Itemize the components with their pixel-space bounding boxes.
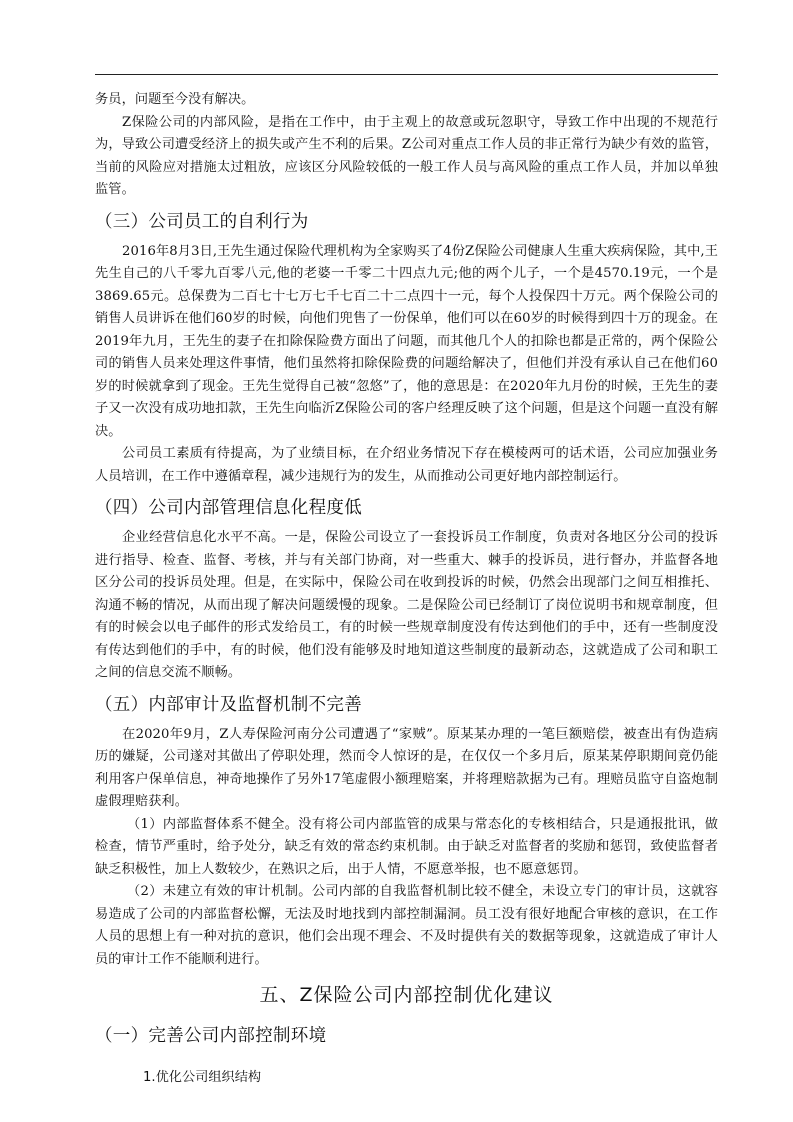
subsection-heading-1: 1.优化公司组织结构	[143, 1070, 262, 1085]
paragraph-case-wang: 2016年8月3日,王先生通过保险代理机构为全家购买了4份Z保险公司健康人生重大疾病保险，其中,王先生自己的八千零九百零八元,他的老婆一千零二十四点九元;他的两个儿子，一个是4570.19元，一个是3869.65元。总保费为二百七十七万七千七百二十二点四十一元，每个人投保四十万元。两个保险公司的销售人员讲诉在他们60岁的时候，向他们兜售了一份保单，他们可以在60岁的时候得到四十万的现金。在2019年九月，王先生的妻子在扣除保险费方面出了问题，而其他几个人的扣除也都是正常的，两个保险公司的销售人员来处理这件事情，他们虽然将扣除保险费的问题给解决了，但他们并没有承认自己在他们60岁的时候就拿到了现金。王先生觉得自己被“忽悠”了，他的意思是：在2020年九月份的时候，王先生的妻子又一次没有成功地扣款，王先生向临沂Z保险公司的客户经理反映了这个问题，但是这个问题一直没有解决。	[95, 243, 718, 439]
paragraph-continuation: 务员，问题至今没有解决。	[95, 92, 255, 107]
paragraph-case-henan: 在2020年9月，Z人寿保险河南分公司遭遇了“家贼”。原某某办理的一笔巨额赔偿，被查出有伪造病历的嫌疑，公司遂对其做出了停职处理，然而令人惊讶的是，在仅仅一个多月后，原某某停职期间竟仍能利用客户保单信息，神奇地操作了另外17笔虚假小额理赔案，并将理赔款据为己有。理赔员监守自盗炮制虚假理赔获利。	[95, 726, 718, 809]
paragraph-staff-quality: 公司员工素质有待提高，为了业绩目标，在介绍业务情况下存在模棱两可的话术语，公司应加强业务人员培训，在工作中遵循章程，减少违规行为的发生，从而推动公司更好地内部控制运行。	[95, 446, 718, 484]
section-heading-1: （一）完善公司内部控制环境	[95, 1026, 327, 1046]
paragraph-internal-risk: Z保险公司的内部风险，是指在工作中，由于主观上的故意或玩忽职守，导致工作中出现的不规范行为，导致公司遭受经济上的损失或产生不利的后果。Z公司对重点工作人员的非正常行为缺少有效的监管，当前的风险应对措施太过粗放，应该区分风险较低的一般工作人员与高风险的重点工作人员，并加以单独监管。	[95, 114, 718, 197]
paragraph-point-1: （1）内部监督体系不健全。没有将公司内部监管的成果与常态化的专核相结合，只是通报批讯，做检查，情节严重时，给予处分，缺乏有效的常态约束机制。由于缺乏对监督者的奖励和惩罚，致使监督者缺乏积极性，加上人数较少，在熟识之后，出于人情，不愿意举报，也不愿意惩罚。	[95, 816, 718, 877]
paragraph-informatization: 企业经营信息化水平不高。一是，保险公司设立了一套投诉员工作制度，负责对各地区分公司的投诉进行指导、检查、监督、考核，并与有关部门协商，对一些重大、棘手的投诉员，进行督办，并监督各地区分公司的投诉员处理。但是，在实际中，保险公司在收到投诉的时候，仍然会出现部门之间互相推托、沟通不畅的情况，从而出现了解决问题缓慢的现象。二是保险公司已经制订了岗位说明书和规章制度，但有的时候会以电子邮件的形式发给员工，有的时候一些规章制度没有传达到他们的手中，还有一些制度没有传达到他们的手中，有的时候，他们没有能够及时地知道这些制度的最新动态，这就造成了公司和职工之间的信息交流不顺畅。	[95, 530, 718, 680]
header-rule	[95, 74, 718, 75]
section-heading-4: （四）公司内部管理信息化程度低	[95, 498, 362, 518]
section-heading-3: （三）公司员工的自利行为	[95, 211, 309, 232]
paragraph-point-2: （2）未建立有效的审计机制。公司内部的自我监督机制比较不健全，未设立专门的审计员，这就容易造成了公司的内部监督松懈，无法及时地找到内部控制漏洞。员工没有很好地配合审核的意识，在工作人员的思想上有一种对抗的意识，他们会出现不理会、不及时提供有关的数据等现象，这就造成了审计人员的审计工作不能顺利进行。	[95, 884, 718, 967]
chapter-heading: 五、Z保险公司内部控制优化建议	[259, 984, 554, 1006]
section-heading-5: （五）内部审计及监督机制不完善	[95, 694, 362, 715]
page-content	[95, 89, 718, 1089]
